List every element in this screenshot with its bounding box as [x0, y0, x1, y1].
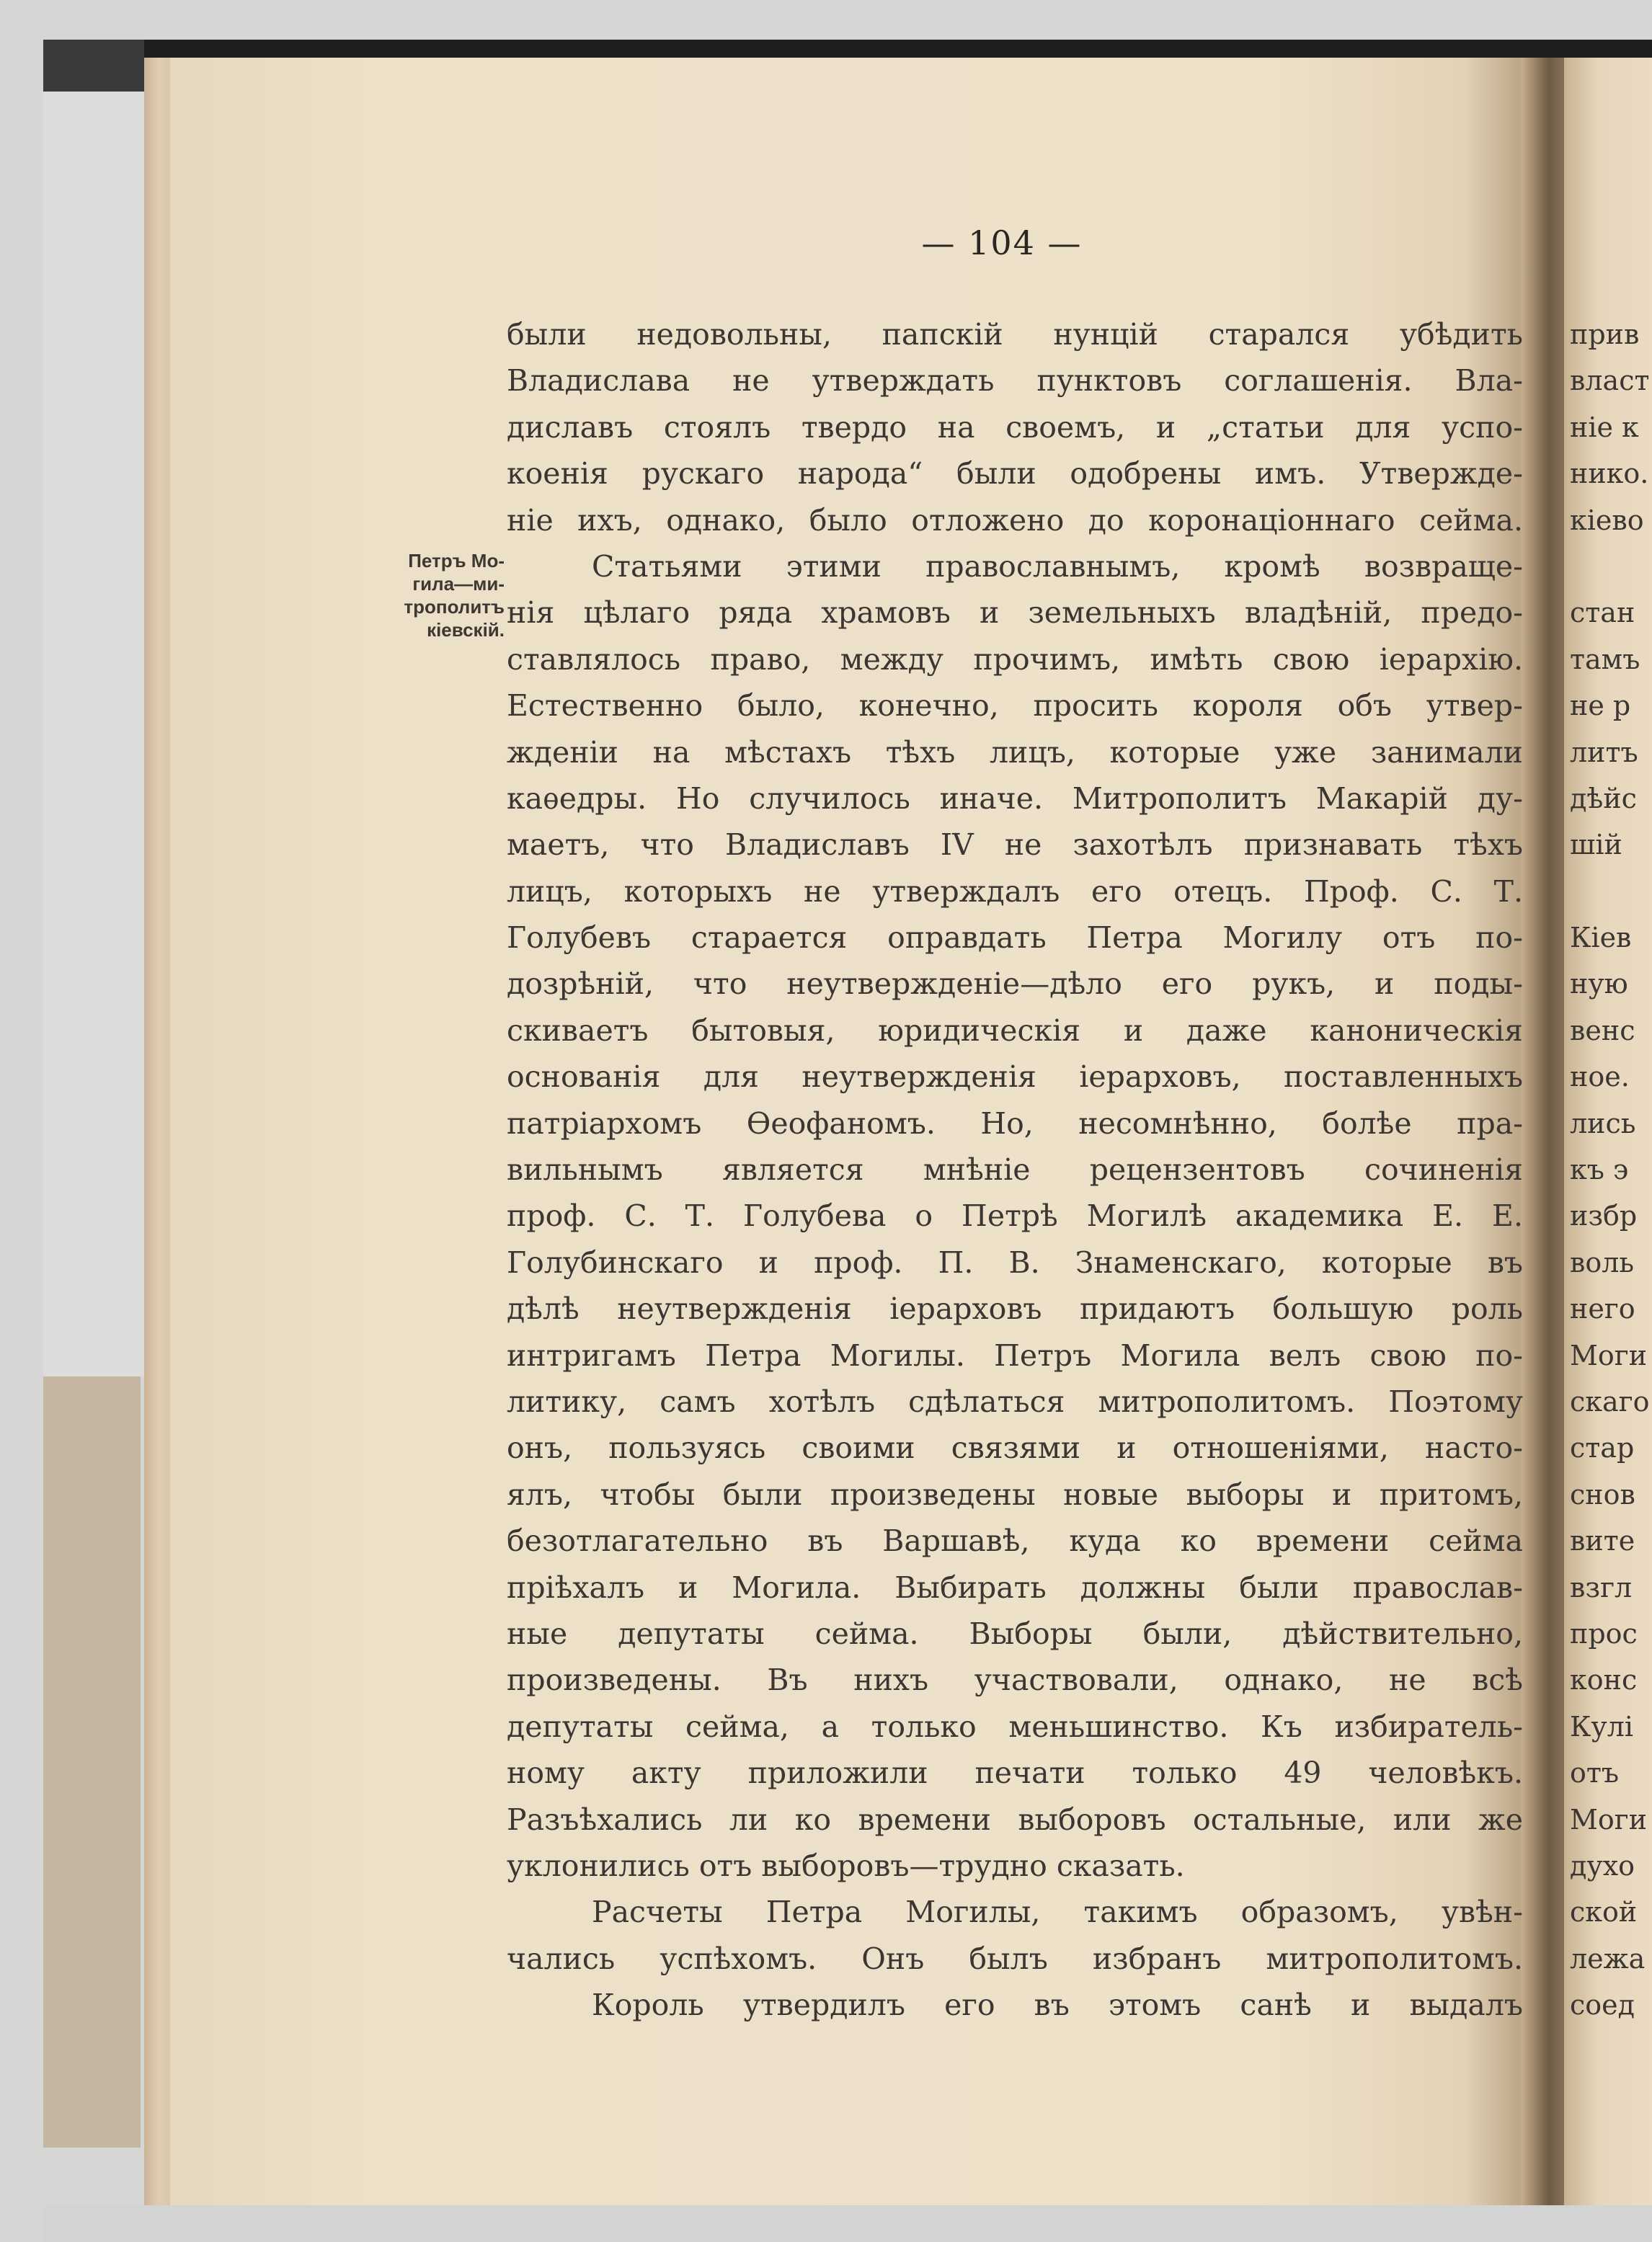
margin-note-line: кіевскій. [427, 619, 505, 641]
text-line: ные депутаты сейма. Выборы были, дѣйствительно, [507, 1616, 1523, 1651]
next-page-fragment: скаго [1570, 1385, 1650, 1418]
next-page-fragment: взгл [1570, 1571, 1633, 1603]
text-line: безотлагательно въ Варшавѣ, куда ко времени сейма [507, 1523, 1523, 1559]
next-page-fragment: не р [1570, 690, 1631, 722]
next-page-fragment: ную [1570, 968, 1628, 1000]
margin-note-line: гила—ми- [412, 573, 505, 595]
margin-note-line: Петръ Мо- [408, 550, 505, 571]
next-page-fragment: Кулі [1570, 1710, 1634, 1743]
text-line: проф. С. Т. Голубева о Петрѣ Могилѣ академика Е. Е. [507, 1198, 1523, 1234]
next-page-fragment: Моги [1570, 1339, 1648, 1371]
next-page-fragment: ской [1570, 1896, 1638, 1929]
next-page-fragment: снов [1570, 1478, 1635, 1511]
next-page-fragment: духо [1570, 1849, 1635, 1882]
book-cover-edge [43, 1376, 141, 2148]
next-page-fragment: дѣйс [1570, 782, 1637, 814]
text-line: Естественно было, конечно, просить короля объ утвер- [507, 688, 1523, 724]
next-page-fragment: вите [1570, 1525, 1635, 1557]
text-line: Расчеты Петра Могилы, такимъ образомъ, увѣн- [592, 1895, 1523, 1930]
page-number: — 104 — [921, 223, 1083, 262]
next-page-fragment: ніе к [1570, 411, 1639, 443]
text-line: нія цѣлаго ряда храмовъ и земельныхъ владѣній, предо- [507, 595, 1523, 631]
next-page-fragment: венс [1570, 1014, 1635, 1046]
scanner-background [43, 92, 148, 1376]
next-page-fragment: стар [1570, 1432, 1635, 1464]
text-line: ставлялось право, между прочимъ, имѣть свою іерархію. [507, 641, 1523, 677]
next-page-fragment [1570, 543, 1652, 590]
page-stack-edge [144, 58, 173, 2205]
text-line: основанія для неутвержденія іерарховъ, поставленныхъ [507, 1059, 1523, 1095]
text-line: маетъ, что Владиславъ IV не захотѣлъ признавать тѣхъ [507, 827, 1523, 863]
text-line: дѣлѣ неутвержденія іерарховъ придаютъ большую роль [507, 1291, 1523, 1327]
text-line: ялъ, чтобы были произведены новые выборы и притомъ, [507, 1477, 1523, 1512]
text-line: депутаты сейма, а только меньшинство. Къ избиратель- [507, 1709, 1523, 1744]
text-line: вильнымъ является мнѣніе рецензентовъ сочиненія [507, 1152, 1523, 1188]
next-page-fragment: избр [1570, 1200, 1638, 1232]
text-line: лицъ, которыхъ не утверждалъ его отецъ. Проф. С. Т. [507, 873, 1523, 909]
text-line: Владислава не утверждать пунктовъ соглашенія. Вла- [507, 363, 1523, 399]
next-page-fragment: отъ [1570, 1757, 1620, 1789]
next-page-fragment: Моги [1570, 1803, 1648, 1836]
body-text [507, 311, 1523, 2028]
next-page-fragment: лись [1570, 1107, 1636, 1139]
next-page-fragment: власт [1570, 365, 1650, 397]
text-line: Голубевъ старается оправдать Петра Могилу отъ по- [507, 920, 1523, 956]
text-line: пріѣхалъ и Могила. Выбирать должны были православ- [507, 1570, 1523, 1605]
text-line: онъ, пользуясь своими связями и отношеніями, насто- [507, 1431, 1523, 1466]
text-line: патріархомъ Ѳеофаномъ. Но, несомнѣнно, болѣе пра- [507, 1106, 1523, 1141]
next-page-fragment: Кіев [1570, 922, 1632, 954]
text-line: Разъѣхались ли ко времени выборовъ остальные, или же [507, 1802, 1523, 1837]
text-line: уклонились отъ выборовъ—трудно сказать. [507, 1848, 1185, 1883]
next-page-fragment: лежа [1570, 1942, 1646, 1975]
text-line: литику, самъ хотѣлъ сдѣлаться митрополитомъ. Поэтому [507, 1384, 1523, 1419]
scanner-bottom-area [43, 2205, 1652, 2242]
next-page-fragment: него [1570, 1293, 1635, 1325]
margin-note [360, 549, 505, 641]
text-line: каѳедры. Но случилось иначе. Митрополитъ Макарій ду- [507, 780, 1523, 816]
next-page-fragment: соед [1570, 1989, 1635, 2021]
book-spine-top [144, 40, 1652, 60]
text-line: дозрѣній, что неутвержденіе—дѣло его рукъ, и поды- [507, 966, 1523, 1002]
next-page-fragment: конс [1570, 1664, 1638, 1696]
next-page-fragment [1570, 868, 1652, 915]
text-line: скиваетъ бытовыя, юридическія и даже каноническія [507, 1013, 1523, 1048]
next-page-text [1570, 311, 1652, 2028]
next-page-fragment: стан [1570, 597, 1635, 629]
text-line: интригамъ Петра Могилы. Петръ Могила велъ свою по- [507, 1338, 1523, 1373]
next-page-fragment: нико. [1570, 458, 1649, 490]
text-line: были недовольны, папскій нунцій старался убѣдить [507, 317, 1523, 352]
next-page-fragment: къ э [1570, 1154, 1629, 1186]
next-page-fragment: прос [1570, 1617, 1638, 1650]
text-line: ніе ихъ, однако, было отложено до коронаціоннаго сейма. [507, 502, 1523, 538]
margin-note-line: трополитъ [404, 596, 505, 618]
next-page-fragment: воль [1570, 1246, 1635, 1278]
text-line: Статьями этими православнымъ, кромѣ возвраще- [592, 548, 1523, 584]
text-line: ному акту приложили печати только 49 человѣкъ. [507, 1756, 1523, 1791]
next-page-fragment: прив [1570, 319, 1640, 350]
next-page-fragment: ное. [1570, 1061, 1630, 1093]
next-page-fragment: литъ [1570, 736, 1638, 768]
text-line: чались успѣхомъ. Онъ былъ избранъ митрополитомъ. [507, 1941, 1523, 1976]
text-line: произведены. Въ нихъ участвовали, однако, не всѣ [507, 1663, 1523, 1698]
text-line: Король утвердилъ его въ этомъ санѣ и выдалъ [592, 1988, 1523, 2023]
text-line: коенія рускаго народа“ были одобрены имъ. Утвержде- [507, 456, 1523, 491]
text-line: жденіи на мѣстахъ тѣхъ лицъ, которые уже занимали [507, 734, 1523, 770]
next-page-fragment: тамъ [1570, 643, 1640, 675]
next-page-fragment: кіево [1570, 504, 1644, 536]
text-line: диславъ стоялъ твердо на своемъ, и „статьи для успо- [507, 409, 1523, 445]
next-page-fragment: шій [1570, 829, 1622, 861]
text-line: Голубинскаго и проф. П. В. Знаменскаго, которые въ [507, 1245, 1523, 1280]
